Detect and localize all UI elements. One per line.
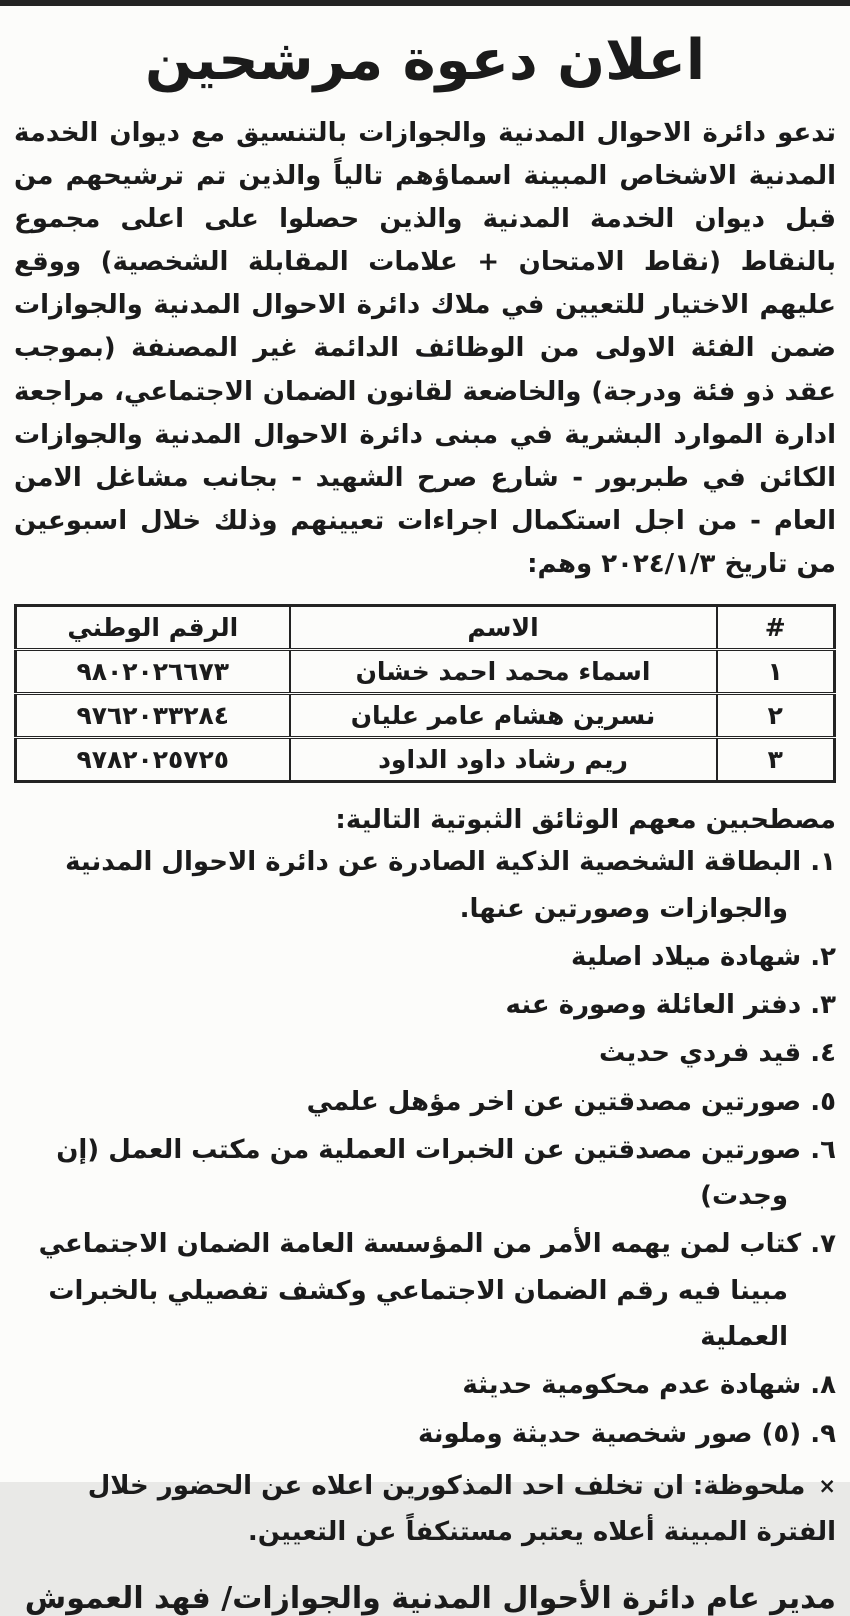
item-text: صورتين مصدقتين عن اخر مؤهل علمي (306, 1086, 802, 1117)
item-number: ١. (810, 847, 836, 878)
list-item (14, 934, 836, 980)
item-number: ٦. (810, 1134, 836, 1165)
item-text: شهادة ميلاد اصلية (571, 941, 802, 972)
column-header-index: # (717, 606, 835, 650)
column-header-name: الاسم (290, 606, 717, 650)
cell-name: ريم رشاد داود الداود (290, 738, 717, 782)
item-number: ٨. (810, 1370, 836, 1401)
cell-national-id: ٩٨٠٢٠٢٦٦٧٣ (16, 650, 290, 694)
note-label: ملحوظة: (692, 1470, 806, 1501)
note-marker-icon: × (818, 1473, 836, 1498)
candidates-table (14, 604, 836, 783)
item-text: البطاقة الشخصية الذكية الصادرة عن دائرة الاحوال المدنية والجوازات وصورتين عنها. (65, 847, 802, 924)
list-item (14, 1221, 836, 1360)
item-number: ٥. (810, 1086, 836, 1117)
item-number: ٢. (810, 941, 836, 972)
list-item (14, 1079, 836, 1125)
item-text: دفتر العائلة وصورة عنه (505, 990, 802, 1021)
item-number: ٣. (810, 990, 836, 1021)
item-text: (٥) صور شخصية حديثة وملونة (418, 1418, 802, 1449)
list-item (14, 839, 836, 932)
table-row (16, 694, 835, 738)
cell-index: ١ (717, 650, 835, 694)
intro-paragraph: تدعو دائرة الاحوال المدنية والجوازات بالتنسيق مع ديوان الخدمة المدنية الاشخاص المبينة اسماؤهم تالياً والذين تم ترشيحهم من قبل ديوان الخدمة المدنية والذين حصلوا على اعلى مجموع بالنقاط (نقاط الامتحان + علامات المقابلة الشخصية) ووقع عليهم الاختيار للتعيين في ملاك دائرة الاحوال المدنية والجوازات ضمن الفئة الاولى من الوظائف الدائمة غير المصنفة (بموجب عقد ذو فئة ودرجة) والخاضعة لقانون الضمان الاجتماعي، مراجعة ادارة الموارد البشرية في مبنى دائرة الاحوال المدنية والجوازات الكائن في طبربور - شارع صرح الشهيد - بجانب مشاغل الامن العام - من اجل استكمال اجراءات تعيينهم وذلك خلال اسبوعين من تاريخ ٢٠٢٤/١/٣ وهم: (14, 117, 836, 580)
cell-national-id: ٩٧٦٢٠٣٣٢٨٤ (16, 694, 290, 738)
table-row (16, 738, 835, 782)
item-text: شهادة عدم محكومية حديثة (462, 1370, 802, 1401)
item-number: ٤. (810, 1038, 836, 1069)
cell-national-id: ٩٧٨٢٠٢٥٧٢٥ (16, 738, 290, 782)
list-item (14, 1362, 836, 1408)
cell-name: نسرين هشام عامر عليان (290, 694, 717, 738)
item-text: كتاب لمن يهمه الأمر من المؤسسة العامة الضمان الاجتماعي مبينا فيه رقم الضمان الاجتماعي وكشف تفصيلي بالخبرات العملية (38, 1229, 802, 1352)
note-text: ان تخلف احد المذكورين اعلاه عن الحضور خلال الفترة المبينة أعلاه يعتبر مستنكفاً عن التعيين. (87, 1470, 836, 1548)
cell-index: ٢ (717, 694, 835, 738)
cell-name: اسماء محمد احمد خشان (290, 650, 717, 694)
item-number: ٩. (810, 1418, 836, 1449)
cell-index: ٣ (717, 738, 835, 782)
table-row (16, 650, 835, 694)
note-paragraph (14, 1463, 836, 1556)
list-item (14, 1127, 836, 1220)
item-number: ٧. (810, 1229, 836, 1260)
top-divider (0, 0, 850, 6)
list-item (14, 982, 836, 1028)
page-title: اعلان دعوة مرشحين (144, 28, 706, 93)
documents-intro: مصطحبين معهم الوثائق الثبوتية التالية: (335, 805, 836, 836)
documents-list (14, 839, 836, 1456)
list-item (14, 1030, 836, 1076)
column-header-national-id: الرقم الوطني (16, 606, 290, 650)
item-text: قيد فردي حديث (598, 1038, 802, 1069)
list-item (14, 1411, 836, 1457)
director-signature: مدير عام دائرة الأحوال المدنية والجوازات/ فهد العموش (24, 1581, 836, 1616)
table-header-row (16, 606, 835, 650)
item-text: صورتين مصدقتين عن الخبرات العملية من مكتب العمل (إن وجدت) (56, 1134, 802, 1212)
